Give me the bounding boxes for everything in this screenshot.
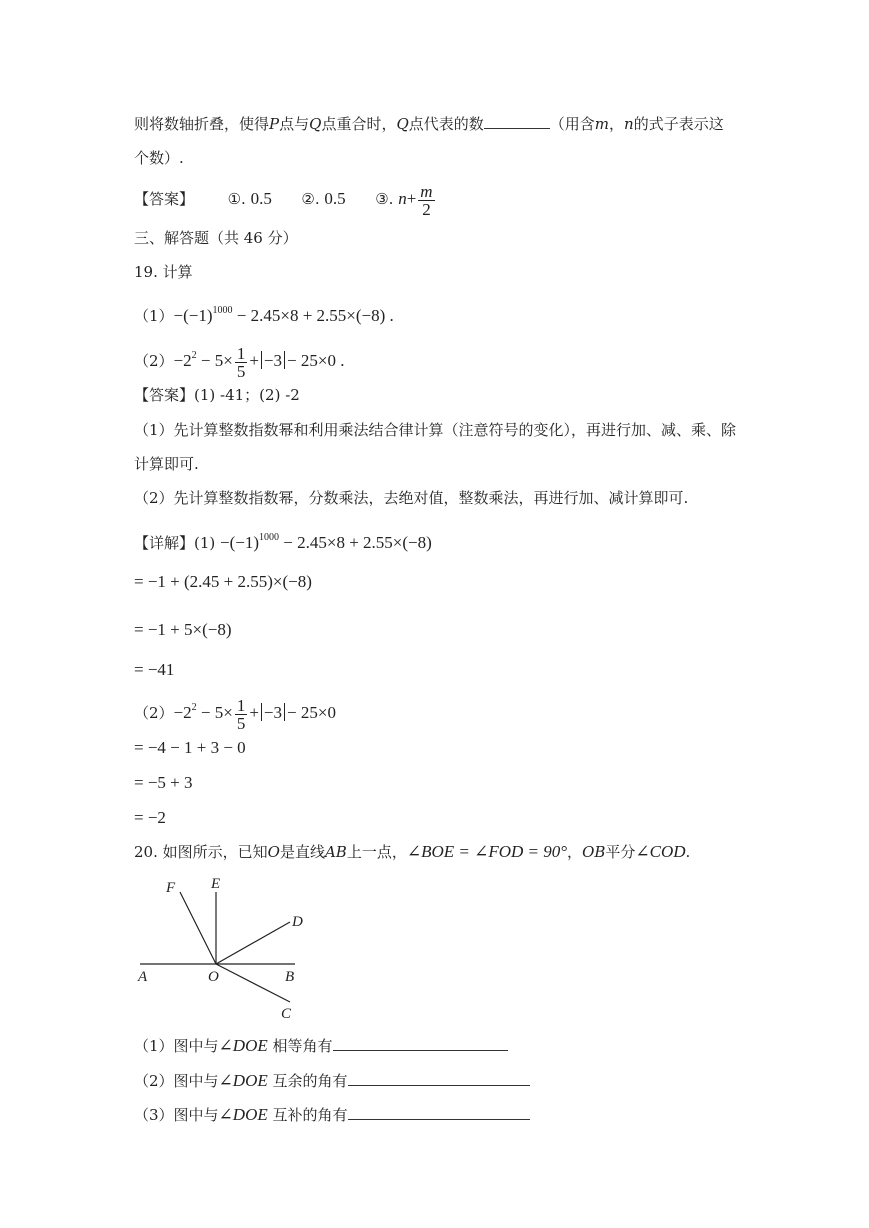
answer-label: 【答案】 xyxy=(134,190,195,208)
var-q: Q xyxy=(309,115,322,133)
answer-label: 【答案】 xyxy=(134,386,195,404)
label-c: C xyxy=(281,1006,292,1020)
q19-analysis-1: （1）先计算整数指数幂和利用乘法结合律计算（注意符号的变化），再进行加、减、乘、除 xyxy=(134,421,737,439)
q19-step: = −1 + (2.45 + 2.55)×(−8) xyxy=(134,572,312,591)
answer-blank[interactable] xyxy=(484,113,550,129)
q20-sub1: （1）图中与∠DOE 相等角有 xyxy=(134,1035,508,1056)
answer-blank[interactable] xyxy=(348,1104,530,1120)
label-f: F xyxy=(166,880,176,896)
q19-step: = −1 + 5×(−8) xyxy=(134,620,232,639)
label-b: B xyxy=(285,969,295,985)
fraction: $\frac{1}{5}$ xyxy=(236,343,246,381)
answer-blank[interactable] xyxy=(348,1070,530,1086)
var-p: P xyxy=(269,115,280,133)
q19-step: = −4 − 1 + 3 − 0 xyxy=(134,738,246,757)
ray-od xyxy=(216,922,290,964)
fraction: $\frac{m}{2}$ xyxy=(420,181,433,219)
ray-oc xyxy=(216,964,290,1002)
detail-label: 【详解】 xyxy=(134,534,195,552)
label-o: O xyxy=(208,969,219,985)
q19-detail-2: $(2)-2^2 - 5\times$ $\frac{1}{5}$ + −3 − 25×0 xyxy=(134,695,336,733)
q19-answer: 【答案】(1) -41；(2) -2 xyxy=(134,386,300,404)
q19-analysis-1b: 计算即可. xyxy=(134,455,199,473)
label-e: E xyxy=(211,876,221,892)
q19-step: = −5 + 3 xyxy=(134,773,193,792)
q18-answer: 【答案】 ①. 0.5 ②. 0.5 ③. n+ $\frac{m}{2}$ xyxy=(134,181,433,219)
var-q: Q xyxy=(396,115,409,133)
label-a: A xyxy=(138,969,148,985)
q19-title: 19. 计算 xyxy=(134,263,193,281)
q19-detail-1: 【详解】$(1) -(-1)^{1000} - 2.45\times 8 + 2.55\times(-8)$ xyxy=(134,532,432,552)
q19-part2: $(2)-2^2 - 5\times$ $\frac{1}{5}$ + −3 − 25×0 . xyxy=(134,343,345,381)
label-d: D xyxy=(292,914,303,930)
q19-step: = −2 xyxy=(134,808,166,827)
q19-part1: $(1)-(-1)^{1000} - 2.45\times 8 + 2.55\times(-8)$ . xyxy=(134,305,394,325)
q20-intro: 20. 如图所示，已知O是直线AB上一点，∠BOE = ∠FOD = 90°，OB平分∠COD. xyxy=(134,842,691,861)
fraction: $\frac{1}{5}$ xyxy=(236,695,246,733)
q19-step: = −41 xyxy=(134,660,175,679)
q20-sub2: （2）图中与∠DOE 互余的角有 xyxy=(134,1070,530,1091)
answer-blank[interactable] xyxy=(333,1035,508,1051)
q19-analysis-2: （2）先计算整数指数幂，分数乘法，去绝对值，整数乘法，再进行加、减计算即可. xyxy=(134,489,689,507)
section-heading: 三、解答题（共 46 分） xyxy=(134,229,298,247)
ray-of xyxy=(180,892,216,964)
q18-line2: 个数）. xyxy=(134,149,184,167)
angle-figure xyxy=(130,870,320,1020)
q20-sub3: （3）图中与∠DOE 互补的角有 xyxy=(134,1104,530,1125)
q18-line1: 则将数轴折叠，使得P点与Q点重合时，Q点代表的数 （用含m，n的式子表示这 xyxy=(134,115,724,133)
